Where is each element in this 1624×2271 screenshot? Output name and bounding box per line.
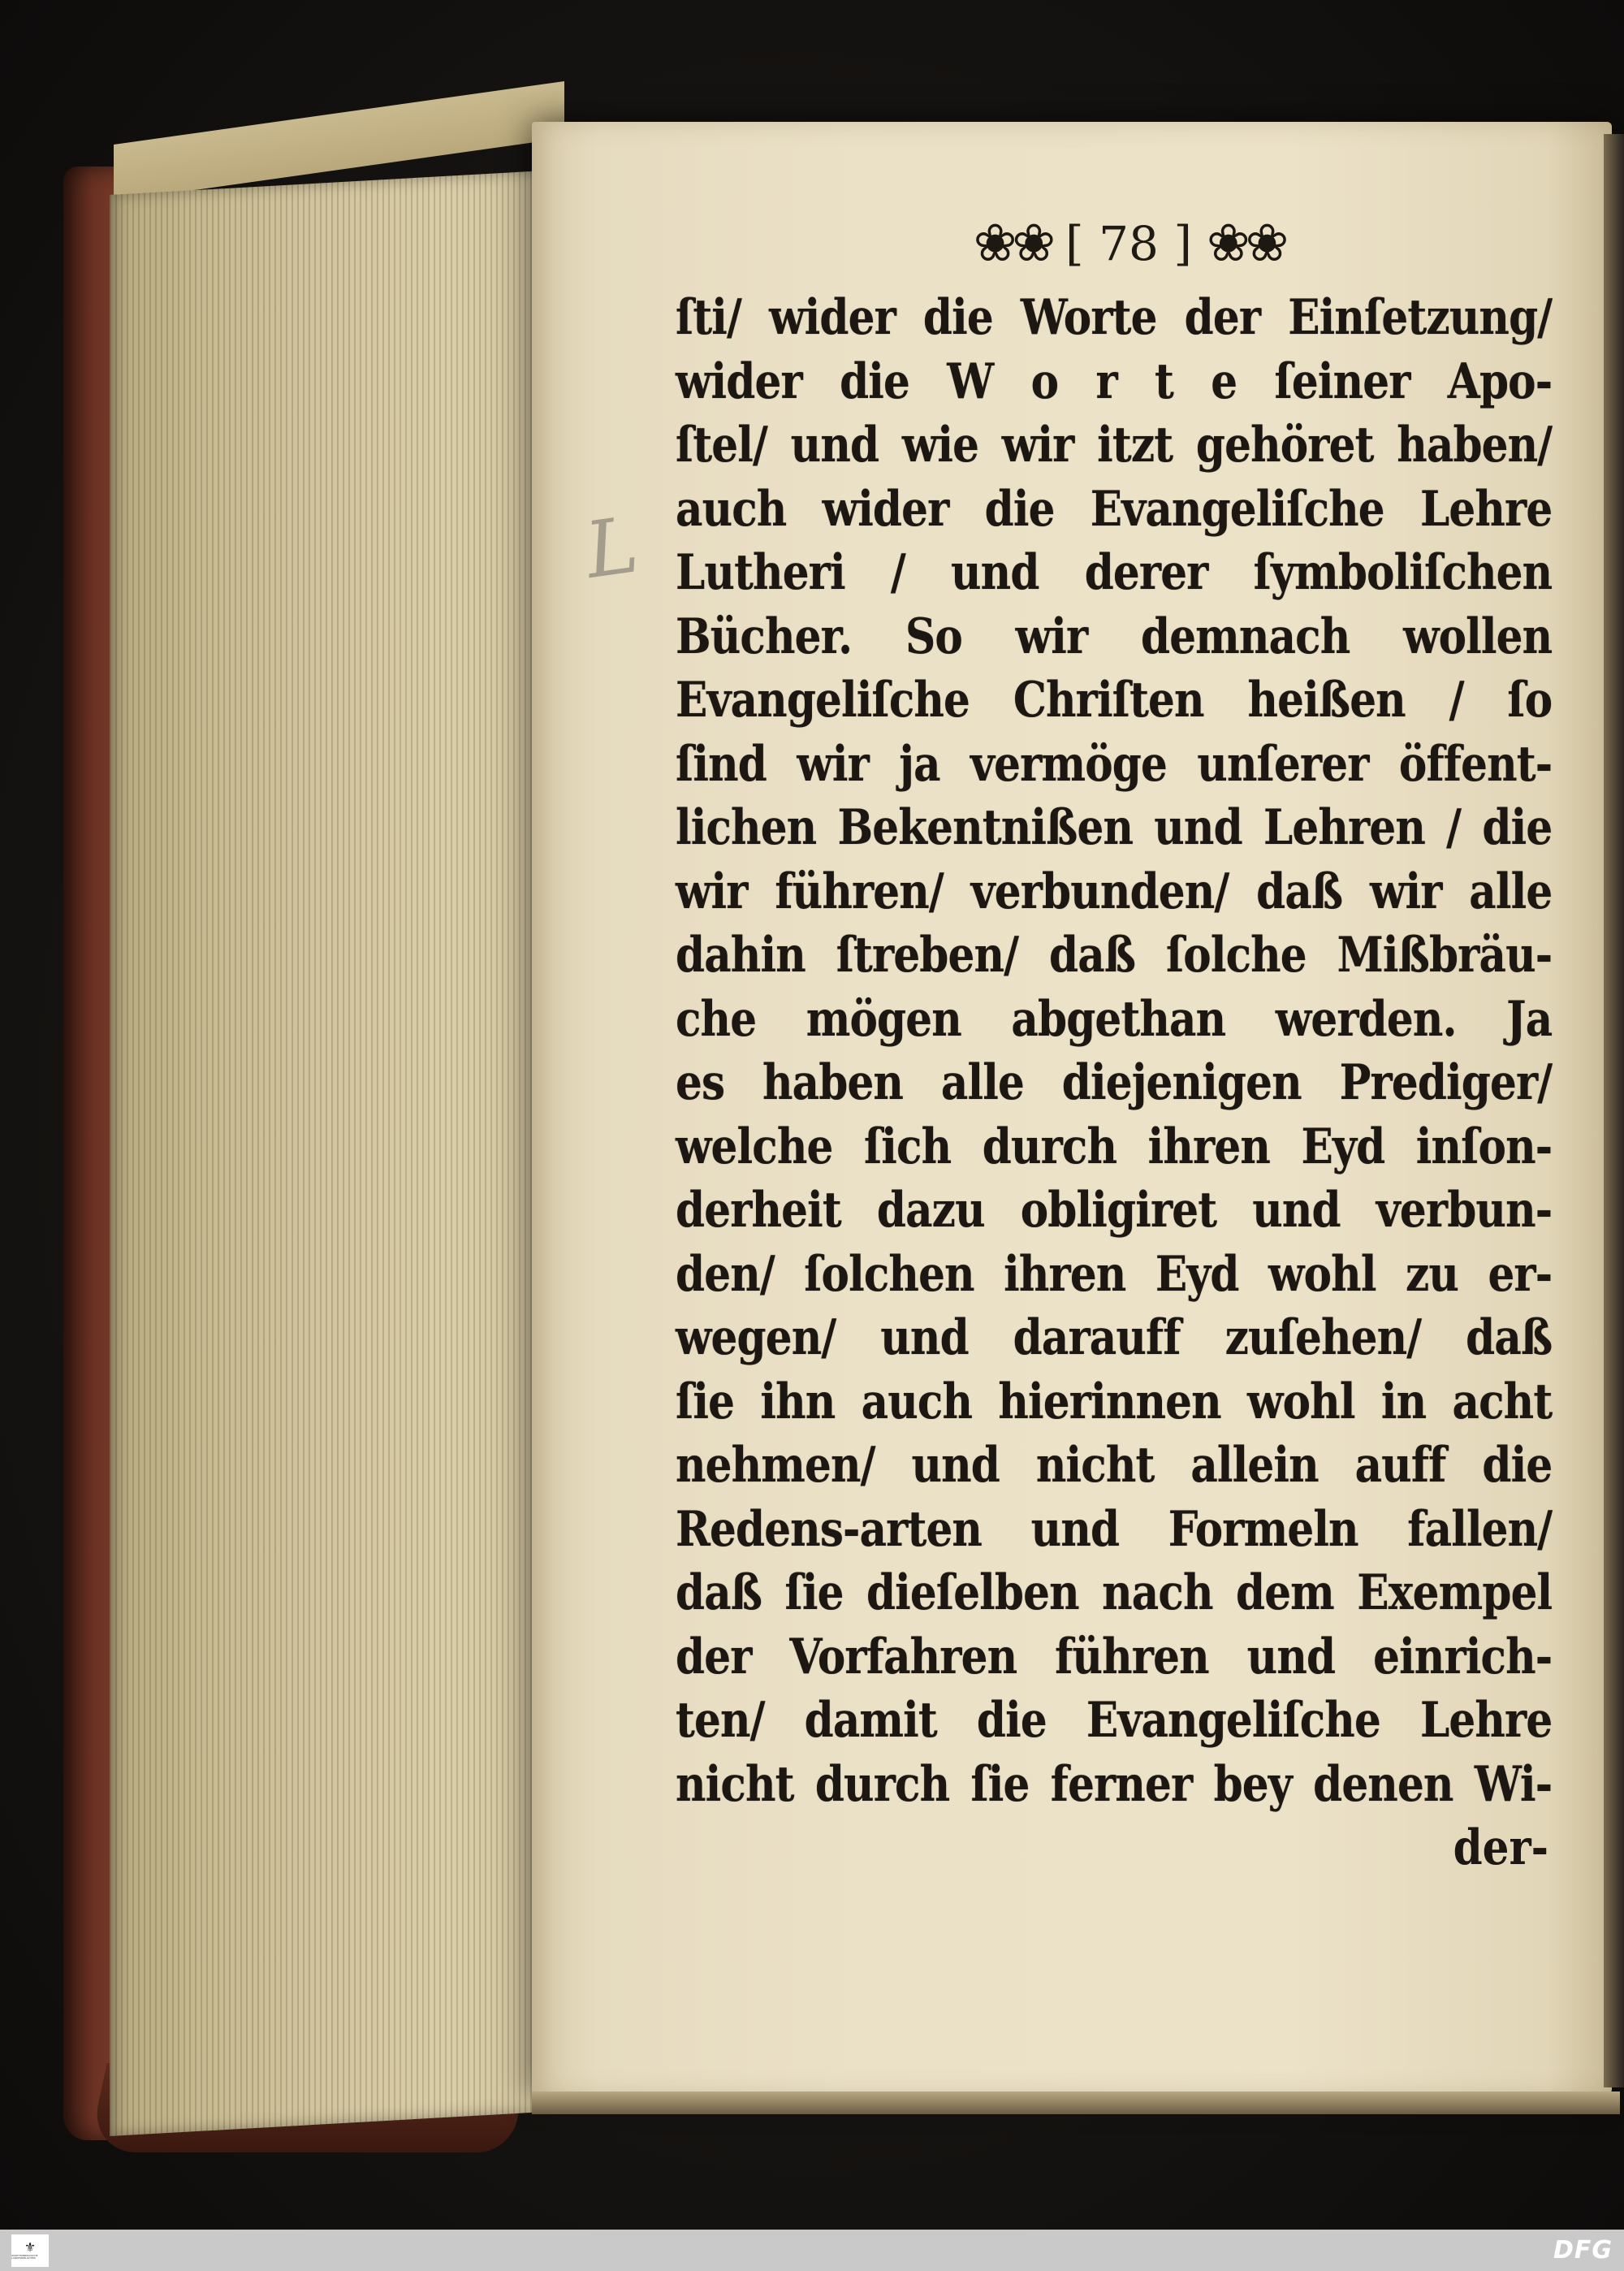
page-bottom-edge — [532, 2091, 1620, 2114]
text-line: nicht durch ſie ferner bey denen Wi- — [676, 1755, 1553, 1813]
text-line: nehmen/ und nicht allein auff die — [676, 1437, 1553, 1494]
page-gutter-shadow — [1604, 134, 1624, 2087]
text-line: dahin ſtreben/ daß ſolche Mißbräu- — [676, 927, 1553, 984]
text-line: derheit dazu obligiret und verbun- — [676, 1182, 1553, 1239]
text-line: wider die W o r t e ſeiner Apo- — [676, 353, 1553, 410]
pencil-margin-mark: L — [580, 500, 644, 596]
page-edges — [110, 170, 564, 2136]
library-logo-icon: ⚜ — [24, 2239, 37, 2256]
text-line: wegen/ und darauff zuſehen/ daß — [676, 1309, 1553, 1366]
page-header — [926, 207, 1332, 280]
body-text — [676, 286, 1553, 1816]
text-line: ſti/ wider die Worte der Einſetzung/ — [676, 289, 1553, 346]
left-ornament-icon: ❀❀ — [973, 214, 1052, 274]
viewer-footer-bar — [0, 2230, 1624, 2271]
text-line: ſind wir ja vermöge unſerer öffent- — [676, 735, 1553, 793]
text-line: Lutheri / und derer ſymboliſchen — [676, 544, 1553, 601]
text-line: Redens-arten und Formeln fallen/ — [676, 1500, 1553, 1558]
dfg-logo[interactable]: DFG — [1553, 2236, 1613, 2265]
text-line: Evangeliſche Chriſten heißen / ſo — [676, 672, 1553, 729]
text-line: es haben alle diejenigen Prediger/ — [676, 1054, 1553, 1111]
text-line: der Vorfahren führen und einrich- — [676, 1628, 1553, 1685]
text-line: auch wider die Evangeliſche Lehre — [676, 480, 1553, 538]
text-line: ten/ damit die Evangeliſche Lehre — [676, 1692, 1553, 1749]
catchword: der- — [1453, 1819, 1549, 1876]
text-line: ſtel/ und wie wir itzt gehöret haben/ — [676, 417, 1553, 474]
text-line: daß ſie dieſelben nach dem Exempel — [676, 1564, 1553, 1621]
page-number: [ 78 ] — [1065, 216, 1192, 271]
text-line: che mögen abgethan werden. Ja — [676, 990, 1553, 1048]
text-line: lichen Bekentnißen und Lehren / die — [676, 799, 1553, 856]
text-line: wir führen/ verbunden/ daß wir alle — [676, 863, 1553, 920]
text-line: den/ ſolchen ihren Eyd wohl zu er- — [676, 1245, 1553, 1303]
text-line: welche ſich durch ihren Eyd inſon- — [676, 1118, 1553, 1175]
right-ornament-icon: ❀❀ — [1206, 214, 1285, 274]
text-line: ſie ihn auch hierinnen wohl in acht — [676, 1373, 1553, 1430]
text-line: Bücher. So wir demnach wollen — [676, 608, 1553, 665]
library-logo-text: WÜRTTEMBERGISCHE LANDESBIBLIOTHEK — [11, 2254, 38, 2260]
library-logo[interactable] — [11, 2234, 49, 2267]
